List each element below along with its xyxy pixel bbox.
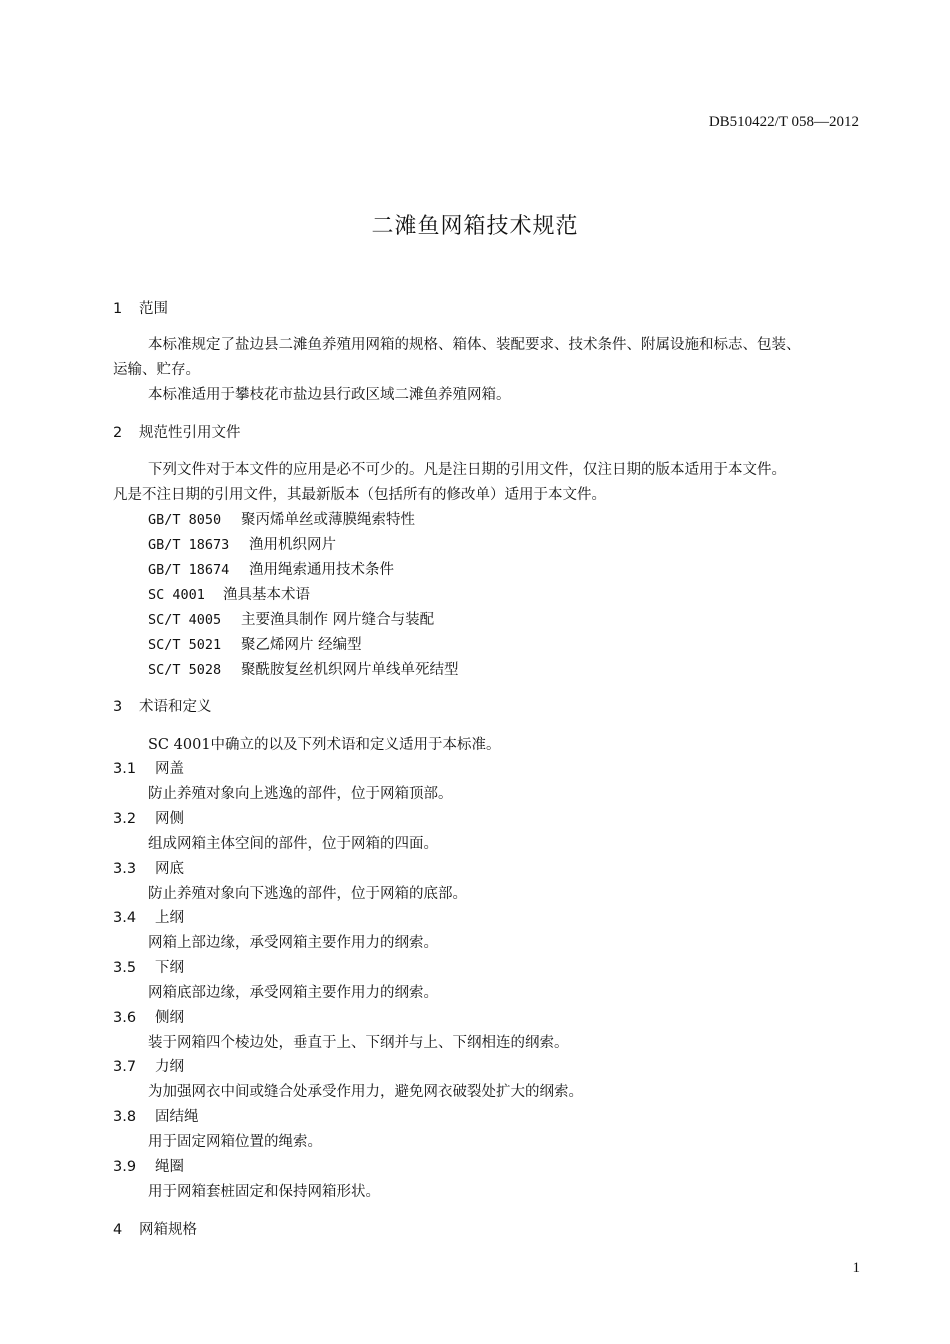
term-name: 力纲 (155, 1059, 184, 1075)
term-number: 3.2 (113, 811, 137, 827)
section-title: 范围 (139, 301, 168, 317)
term-number: 3.4 (113, 910, 137, 926)
section-4-heading (113, 1218, 197, 1239)
term-definition: 用于网箱套桩固定和保持网箱形状。 (148, 1184, 380, 1200)
reference-code: GB/T 18673 (148, 537, 230, 553)
term-number: 3.7 (113, 1059, 137, 1075)
reference-item (148, 608, 434, 629)
term-name: 网底 (155, 861, 184, 877)
term-definition: 组成网箱主体空间的部件，位于网箱的四面。 (148, 836, 438, 852)
reference-name: 聚乙烯网片 经编型 (241, 637, 362, 653)
term-number: 3.3 (113, 861, 137, 877)
reference-name: 渔具基本术语 (223, 587, 310, 603)
reference-item (148, 583, 310, 604)
document-title: 二滩鱼网箱技术规范 (371, 214, 579, 239)
standard-number: DB510422/T 058—2012 (708, 114, 859, 130)
reference-code: GB/T 18674 (148, 562, 230, 578)
reference-item (148, 558, 394, 579)
reference-name: 渔用绳索通用技术条件 (249, 562, 394, 578)
term-name: 绳圈 (155, 1159, 184, 1175)
reference-name: 渔用机织网片 (249, 537, 336, 553)
term-number: 3.5 (113, 960, 137, 976)
reference-code: SC/T 5021 (148, 637, 222, 653)
term-number: 3.1 (113, 761, 137, 777)
reference-item (148, 658, 459, 679)
reference-code: SC 4001 (148, 587, 205, 603)
term-number: 3.8 (113, 1109, 137, 1125)
term-heading (113, 1155, 184, 1176)
term-name: 侧纲 (155, 1010, 184, 1026)
section-3-intro: SC 4001中确立的以及下列术语和定义适用于本标准。 (148, 737, 501, 753)
section-3-heading (113, 695, 212, 716)
reference-code: SC/T 4005 (148, 612, 222, 628)
term-definition: 用于固定网箱位置的绳索。 (148, 1134, 322, 1150)
reference-code: GB/T 8050 (148, 512, 222, 528)
section-2-para-line-2: 凡是不注日期的引用文件，其最新版本（包括所有的修改单）适用于本文件。 (113, 487, 606, 503)
section-number: 3 (113, 699, 123, 715)
reference-code: SC/T 5028 (148, 662, 222, 678)
term-name: 网盖 (155, 761, 184, 777)
term-heading (113, 807, 184, 828)
page-number: 1 (852, 1260, 860, 1276)
reference-name: 聚酰胺复丝机织网片单线单死结型 (241, 662, 459, 678)
section-number: 4 (113, 1222, 123, 1238)
reference-item (148, 508, 415, 529)
term-name: 固结绳 (155, 1109, 199, 1125)
term-definition: 网箱上部边缘，承受网箱主要作用力的纲索。 (148, 935, 438, 951)
term-heading (113, 1006, 184, 1027)
term-heading (113, 857, 184, 878)
term-heading (113, 906, 184, 927)
reference-item (148, 633, 362, 654)
term-name: 上纲 (155, 910, 184, 926)
term-definition: 防止养殖对象向上逃逸的部件，位于网箱顶部。 (148, 786, 453, 802)
section-number: 2 (113, 425, 123, 441)
section-number: 1 (113, 301, 123, 317)
term-heading (113, 1105, 199, 1126)
term-name: 下纲 (155, 960, 184, 976)
term-definition: 为加强网衣中间或缝合处承受作用力，避免网衣破裂处扩大的纲索。 (148, 1084, 583, 1100)
section-1-para-2: 本标准适用于攀枝花市盐边县行政区域二滩鱼养殖网箱。 (148, 387, 511, 403)
term-definition: 网箱底部边缘，承受网箱主要作用力的纲索。 (148, 985, 438, 1001)
reference-name: 主要渔具制作 网片缝合与装配 (241, 612, 435, 628)
term-definition: 装于网箱四个棱边处，垂直于上、下纲并与上、下纲相连的纲索。 (148, 1035, 569, 1051)
section-1-heading (113, 297, 168, 318)
term-number: 3.6 (113, 1010, 137, 1026)
reference-name: 聚丙烯单丝或薄膜绳索特性 (241, 512, 415, 528)
term-definition: 防止养殖对象向下逃逸的部件，位于网箱的底部。 (148, 886, 467, 902)
section-2-heading (113, 421, 241, 442)
section-2-para-line-1: 下列文件对于本文件的应用是必不可少的。凡是注日期的引用文件，仅注日期的版本适用于本文件。 (148, 462, 786, 478)
term-heading (113, 757, 184, 778)
section-title: 术语和定义 (139, 699, 212, 715)
term-heading (113, 1055, 184, 1076)
term-heading (113, 956, 184, 977)
section-title: 网箱规格 (139, 1222, 197, 1238)
section-title: 规范性引用文件 (139, 425, 241, 441)
section-1-para-1-line-2: 运输、贮存。 (113, 362, 200, 378)
reference-item (148, 533, 336, 554)
section-1-para-1-line-1: 本标准规定了盐边县二滩鱼养殖用网箱的规格、箱体、装配要求、技术条件、附属设施和标志、包装、 (148, 337, 801, 353)
term-number: 3.9 (113, 1159, 137, 1175)
term-name: 网侧 (155, 811, 184, 827)
